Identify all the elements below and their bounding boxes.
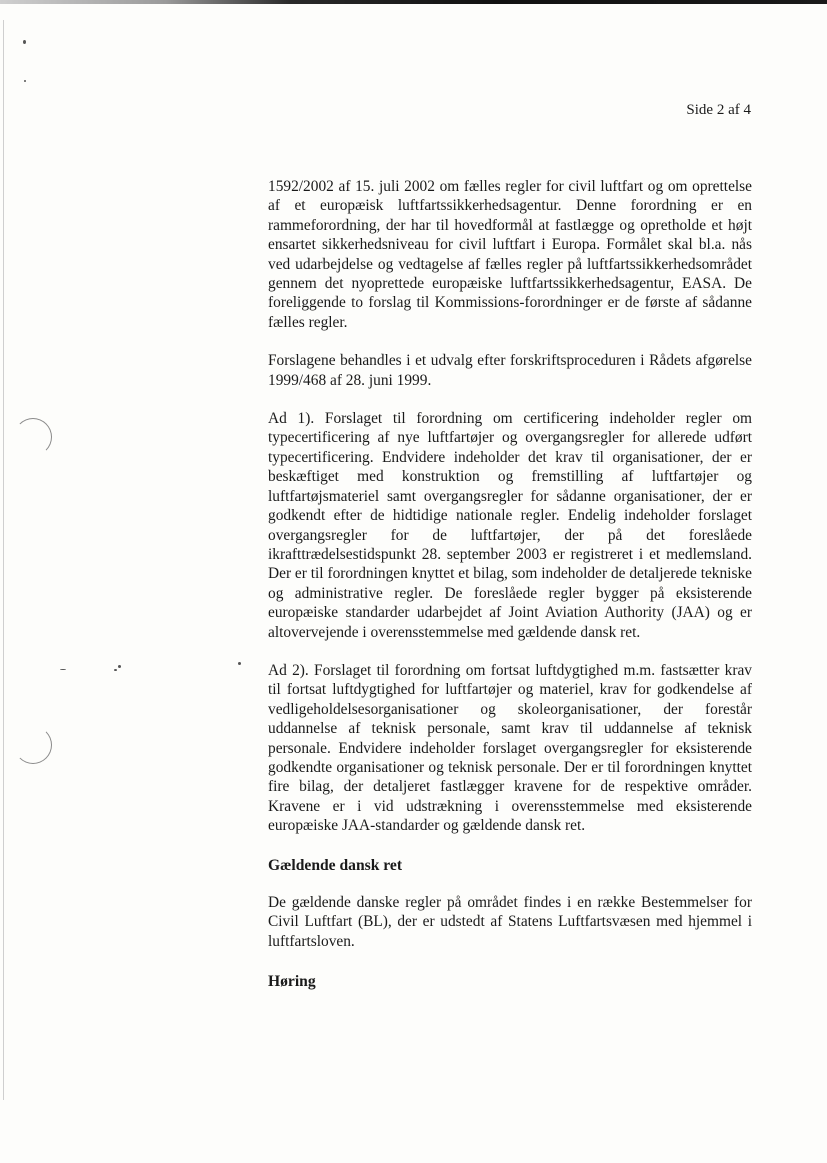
scan-speck — [60, 669, 66, 670]
scan-speck — [238, 662, 241, 665]
body-paragraph: Ad 1). Forslaget til forordning om certificering indeholder regler om typecertificering af nye luftfartøjer og overgangsregler for allerede udført typecertificering. Endvidere indeholder det krav til organisationer, der er beskæftiget med konstruktion og fremstilling af luftfartøjer og luftfartøjsmateriel samt overgangsregler for sådanne organisationer, der er godkendt efter de hidtidige nationale regler. Endelig indeholder forslaget overgangsregler for de luftfartøjer, der på det foreslåede ikrafttrædelsestidspunkt 28. september 2003 er registreret i et medlemsland. Der er til forordningen knyttet et bilag, som indeholder de detaljerede tekniske og administrative regler. De foreslåede regler bygger på eksisterende europæiske standarder udarbejdet af Joint Aviation Authority (JAA) og er altovervejende i overensstemmelse med gældende dansk ret. — [268, 410, 752, 641]
punch-hole-mark — [14, 726, 52, 764]
body-paragraph: 1592/2002 af 15. juli 2002 om fælles regler for civil luftfart og om oprettelse af et europæisk luftfartssikkerhedsagentur. Denne forordning er en rammeforordning, der har til hovedformål at fastlægge og opretholde et højt ensartet sikkerhedsniveau for civil luftfart i Europa. Formålet skal bl.a. nås ved udarbejdelse og vedtagelse af fælles regler på luftfartssikkerhedsområdet gennem det nyoprettede europæiske luftfartssikkerhedsagentur, EASA. De foreliggende to forslag til Kommissions-forordninger er de første af sådanne fælles regler. — [268, 178, 752, 331]
scan-speck — [23, 40, 26, 44]
scan-speck — [24, 80, 26, 82]
scan-speck — [114, 669, 117, 671]
body-paragraph: De gældende danske regler på området findes i en række Bestemmelser for Civil Luftfart (BL), der er udstedt af Statens Luftfartsvæsen med hjemmel i luftfartsloven. — [268, 894, 752, 950]
scan-top-edge — [0, 0, 827, 4]
section-heading: Gældende dansk ret — [268, 856, 403, 874]
document-body — [268, 177, 752, 992]
section-heading: Høring — [268, 973, 316, 991]
page-number: Side 2 af 4 — [686, 102, 751, 118]
body-paragraph: Forslagene behandles i et udvalg efter forskriftsproceduren i Rådets afgørelse 1999/468 af 28. juni 1999. — [268, 352, 752, 389]
scan-left-edge — [3, 20, 4, 1100]
punch-hole-mark — [14, 418, 52, 456]
scan-speck — [118, 665, 121, 668]
body-paragraph: Ad 2). Forslaget til forordning om fortsat luftdygtighed m.m. fastsætter krav til fortsat luftdygtighed for luftfartøjer og materiel, krav for godkendelse af vedligeholdelsesorganisationer og skoleorganisationer, der forestår uddannelse af teknisk personale, samt krav til uddannelse af teknisk personale. Endvidere indeholder forslaget overgangsregler for eksisterende godkendte organisationer og teknisk personale. Der er til forordningen knyttet fire bilag, der detaljeret fastlægger kravene for de respektive områder. Kravene er i vid udstrækning i overensstemmelse med eksisterende europæiske JAA-standarder og gældende dansk ret. — [268, 661, 752, 835]
